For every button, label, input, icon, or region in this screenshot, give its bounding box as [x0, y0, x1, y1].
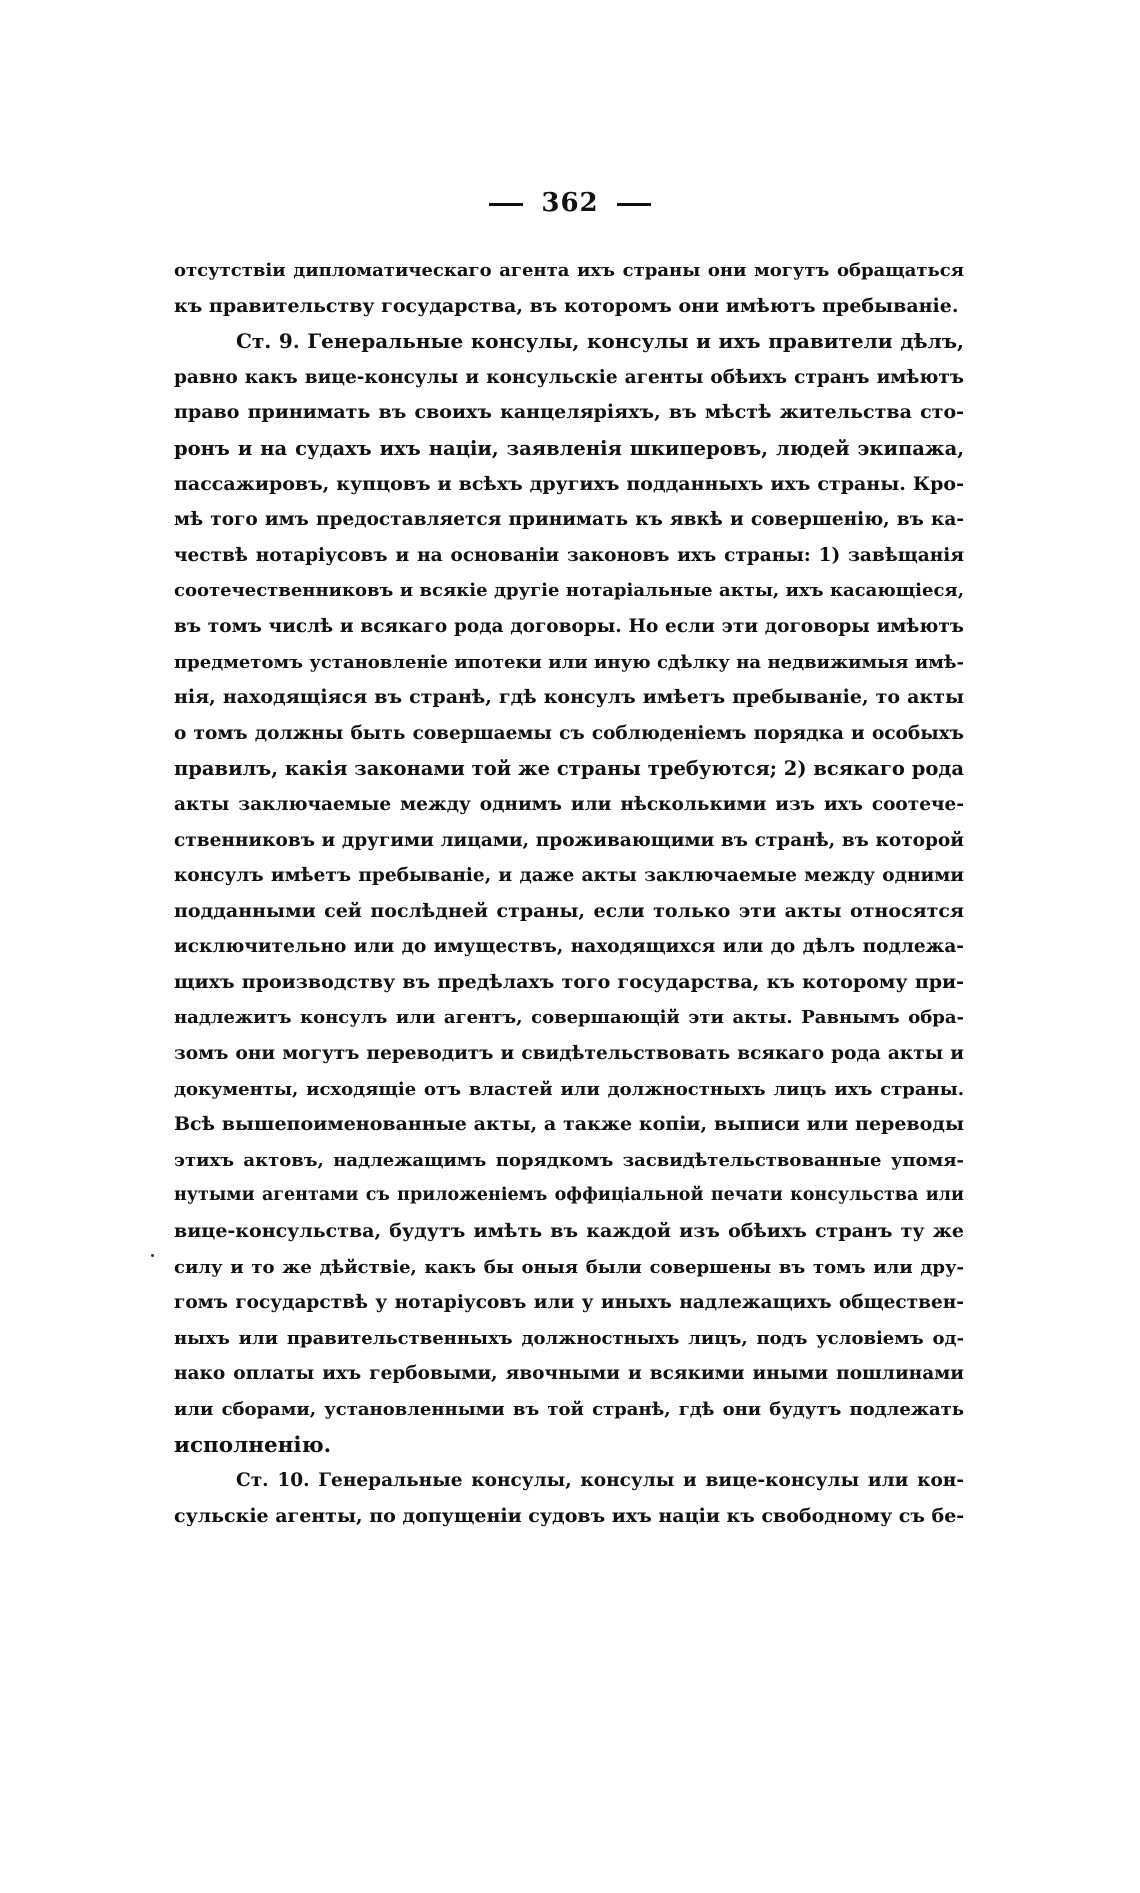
text-line: акты заключаемые между однимъ или нѣсколькими изъ ихъ соотече- [174, 793, 964, 815]
text-line: Всѣ вышепоименованные акты, а также копіи, выписи или переводы [174, 1113, 964, 1136]
text-line: нако оплаты ихъ гербовыми, явочными и всякими иными пошлинами [174, 1363, 964, 1385]
text-line: исключительно или до имуществъ, находящихся или до дѣлъ подлежа- [174, 936, 964, 958]
text-line: силу и то же дѣйствіе, какъ бы оныя были совершены въ томъ или дру- [174, 1256, 964, 1278]
text-line: щихъ производству въ предѣлахъ того государства, къ которому при- [174, 970, 964, 993]
text-line: ныхъ или правительственныхъ должностныхъ лицъ, подъ условіемъ од- [174, 1327, 964, 1349]
header-dash-left [489, 203, 523, 206]
text-line: равно какъ вице-консулы и консульскіе агенты обѣихъ странъ имѣютъ [174, 366, 964, 388]
text-line: правилъ, какія законами той же страны требуются; 2) всякаго рода [174, 757, 964, 781]
text-line: ственниковъ и другими лицами, проживающими въ странѣ, въ которой [174, 829, 964, 851]
text-line: зомъ они могутъ переводитъ и свидѣтельствовать всякаго рода акты и [174, 1043, 964, 1065]
text-line: предметомъ установленіе ипотеки или иную сдѣлку на недвижимыя имѣ- [174, 651, 964, 673]
text-line: или сборами, установленными въ той странѣ, гдѣ они будутъ подлежать [174, 1399, 964, 1420]
text-line: право принимать въ своихъ канцеляріяхъ, въ мѣстѣ жительства сто- [174, 401, 964, 424]
text-line: консулъ имѣетъ пребываніе, и даже акты заключаемые между одними [174, 865, 964, 887]
article-text [174, 253, 964, 1534]
scan-speck [151, 1254, 154, 1257]
text-line: мѣ того имъ предоставляется принимать къ явкѣ и совершенію, въ ка- [174, 509, 964, 531]
text-line: нія, находящіяся въ странѣ, гдѣ консулъ имѣетъ пребываніе, то акты [174, 686, 964, 709]
article-10-start: Ст. 10. Генеральные консулы, консулы и вице-консулы или кон- [236, 1470, 964, 1492]
text-line: соотечественниковъ и всякіе другіе нотаріальные акты, ихъ касающіеся, [174, 580, 964, 602]
text-line: пассажировъ, купцовъ и всѣхъ другихъ подданныхъ ихъ страны. Кро- [174, 472, 964, 495]
page-number: 362 [541, 188, 599, 218]
text-line: сульскіе агенты, по допущеніи судовъ ихъ націи къ свободному съ бе- [174, 1504, 965, 1527]
header-dash-right [617, 203, 651, 206]
text-line: подданными сей послѣдней страны, если только эти акты относятся [174, 899, 964, 922]
text-line: этихъ актовъ, надлежащимъ порядкомъ засвидѣтельствованные упомя- [174, 1149, 964, 1171]
text-line: гомъ государствѣ у нотаріусовъ или у иныхъ надлежащихъ обществен- [174, 1292, 964, 1314]
text-line: къ правительству государства, въ которомъ они имѣютъ пребываніе. [174, 294, 959, 317]
text-line: отсутствіи дипломатическаго агента ихъ страны они могутъ обращаться [174, 260, 964, 281]
text-line: ронъ и на судахъ ихъ націи, заявленія шкиперовъ, людей экипажа, [174, 436, 964, 460]
text-line: о томъ должны быть совершаемы съ соблюденіемъ порядка и особыхъ [174, 722, 964, 744]
text-line: нутыми агентами съ приложеніемъ оффиціальной печати консульства или [174, 1185, 964, 1206]
text-line: въ томъ числѣ и всякаго рода договоры. Но если эти договоры имѣютъ [174, 615, 964, 637]
text-line: чествѣ нотаріусовъ и на основаніи законовъ ихъ страны: 1) завѣщанія [174, 544, 964, 566]
text-line: документы, исходящіе отъ властей или должностныхъ лицъ ихъ страны. [174, 1078, 964, 1100]
page-header [0, 188, 1140, 218]
text-line: надлежитъ консулъ или агентъ, совершающій эти акты. Равнымъ обра- [174, 1007, 964, 1029]
text-line: исполненію. [174, 1432, 332, 1458]
text-line: вице-консульства, будутъ имѣть въ каждой изъ обѣихъ странъ ту же [174, 1220, 964, 1243]
article-9-start: Ст. 9. Генеральные консулы, консулы и ихъ правители дѣлъ, [236, 329, 964, 354]
